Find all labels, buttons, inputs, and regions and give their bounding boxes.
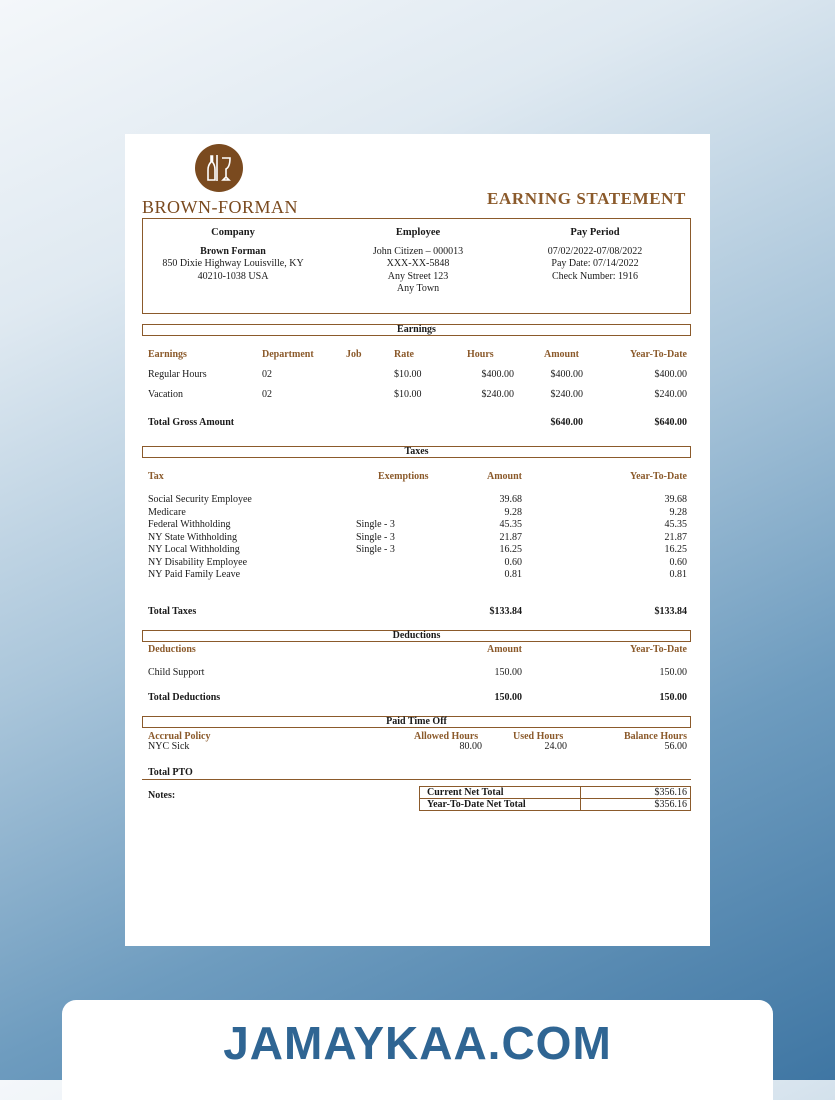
earning-hours: $400.00 xyxy=(481,369,514,380)
tax-ytd: 16.25 xyxy=(664,544,687,555)
tax-amount: 21.87 xyxy=(499,531,522,543)
deductions-col-header: Deductions xyxy=(148,644,196,655)
pto-balance: 56.00 xyxy=(664,741,687,752)
balance-hours-col-header: Balance Hours xyxy=(623,731,687,742)
deduction-amount: 150.00 xyxy=(494,667,522,678)
earning-ytd: $400.00 xyxy=(654,369,687,380)
tax-exemptions: Single - 3 xyxy=(356,531,395,543)
ytd-net-value: $356.16 xyxy=(581,799,691,811)
job-col-header: Job xyxy=(346,349,362,360)
ytd-col-header: Year-To-Date xyxy=(629,349,687,360)
pay-period-block xyxy=(505,227,685,283)
company-header: Company xyxy=(211,227,255,238)
accrual-policy-col-header: Accrual Policy xyxy=(148,731,211,742)
earning-rate: $10.00 xyxy=(394,389,422,400)
pto-divider xyxy=(142,779,691,780)
tax-amount: 9.28 xyxy=(504,506,522,518)
allowed-hours-col-header: Allowed Hours xyxy=(414,731,479,742)
rate-col-header: Rate xyxy=(394,349,414,360)
ytd-net-label: Year-To-Date Net Total xyxy=(420,799,581,811)
tax-col-header: Tax xyxy=(148,471,164,482)
watermark-banner xyxy=(62,1000,773,1100)
employee-header: Employee xyxy=(395,227,441,238)
tax-ytd: 9.28 xyxy=(669,506,687,518)
tax-amount: 0.60 xyxy=(504,556,522,568)
department-col-header: Department xyxy=(262,349,314,360)
tax-amount-col-header: Amount xyxy=(486,471,522,482)
deduction-name: Child Support xyxy=(148,667,205,678)
earning-rate: $10.00 xyxy=(394,369,422,380)
total-deductions-ytd: 150.00 xyxy=(659,692,687,703)
employee-block xyxy=(328,227,508,296)
check-number: Check Number: 1916 xyxy=(551,270,639,282)
table-row xyxy=(420,799,691,811)
earnings-col-header: Earnings xyxy=(148,349,187,360)
tax-amount: 0.81 xyxy=(504,569,522,580)
earning-department: 02 xyxy=(262,389,272,400)
brand-name: BROWN-FORMAN xyxy=(142,197,299,217)
tax-ytd: 0.60 xyxy=(669,556,687,568)
pto-section-bar: Paid Time Off xyxy=(142,716,691,728)
net-total-table xyxy=(419,786,691,811)
deduction-amount-col-header: Amount xyxy=(486,644,522,655)
tax-ytd: 39.68 xyxy=(664,494,687,505)
pto-allowed: 80.00 xyxy=(459,741,482,752)
earning-statement-document xyxy=(125,134,710,946)
hours-col-header: Hours xyxy=(467,349,494,360)
deductions-section-bar: Deductions xyxy=(142,630,691,642)
earning-amount: $400.00 xyxy=(550,369,583,380)
deduction-ytd-col-header: Year-To-Date xyxy=(629,644,687,655)
tax-name: NY Paid Family Leave xyxy=(148,569,241,580)
used-hours-col-header: Used Hours xyxy=(513,731,564,742)
exemptions-col-header: Exemptions xyxy=(378,471,429,482)
total-gross-label: Total Gross Amount xyxy=(148,417,235,428)
table-row xyxy=(420,787,691,799)
employee-ssn: XXX-XX-5848 xyxy=(386,258,450,269)
tax-ytd: 45.35 xyxy=(664,519,687,530)
pto-policy: NYC Sick xyxy=(148,741,190,752)
tax-ytd: 21.87 xyxy=(664,531,687,543)
total-taxes-ytd: $133.84 xyxy=(654,606,687,617)
tax-name: NY Disability Employee xyxy=(148,556,248,568)
bottle-glass-logo-icon xyxy=(195,144,243,192)
tax-name: Federal Withholding xyxy=(148,519,231,530)
earning-name: Regular Hours xyxy=(148,369,207,380)
total-deductions-label: Total Deductions xyxy=(148,692,221,703)
taxes-section-bar: Taxes xyxy=(142,446,691,458)
tax-exemptions: Single - 3 xyxy=(356,519,395,530)
earning-hours: $240.00 xyxy=(481,389,514,400)
current-net-label: Current Net Total xyxy=(420,787,581,799)
tax-name: Medicare xyxy=(148,506,186,518)
tax-amount: 45.35 xyxy=(499,519,522,530)
pay-period-header: Pay Period xyxy=(570,227,620,238)
total-gross-ytd: $640.00 xyxy=(654,417,687,428)
tax-name: Social Security Employee xyxy=(148,494,252,505)
total-taxes-amount: $133.84 xyxy=(489,606,522,617)
employee-street: Any Street 123 xyxy=(387,270,449,282)
earning-department: 02 xyxy=(262,369,272,380)
pay-date: Pay Date: 07/14/2022 xyxy=(551,258,639,269)
current-net-value: $356.16 xyxy=(581,787,691,799)
pto-used: 24.00 xyxy=(544,741,567,752)
total-pto-label: Total PTO xyxy=(148,767,193,778)
tax-ytd: 0.81 xyxy=(669,569,687,580)
tax-amount: 16.25 xyxy=(499,544,522,555)
tax-ytd-col-header: Year-To-Date xyxy=(629,471,687,482)
tax-name: NY State Withholding xyxy=(148,531,238,543)
total-taxes-label: Total Taxes xyxy=(148,606,197,617)
deduction-ytd: 150.00 xyxy=(659,667,687,678)
earning-amount: $240.00 xyxy=(550,389,583,400)
earning-name: Vacation xyxy=(148,389,183,400)
header-info-box xyxy=(142,218,691,314)
company-block xyxy=(143,227,323,283)
earning-ytd: $240.00 xyxy=(654,389,687,400)
company-name: Brown Forman xyxy=(200,245,266,257)
notes-label: Notes: xyxy=(148,790,176,801)
total-gross-amount: $640.00 xyxy=(550,417,583,428)
tax-name: NY Local Withholding xyxy=(148,544,240,555)
employee-name-id: John Citizen – 000013 xyxy=(372,245,464,257)
watermark-text: JAMAYKAA.COM xyxy=(223,1017,612,1069)
statement-title: EARNING STATEMENT xyxy=(487,189,686,208)
tax-exemptions: Single - 3 xyxy=(356,544,395,555)
amount-col-header: Amount xyxy=(544,349,580,360)
total-deductions-amount: 150.00 xyxy=(494,692,522,703)
pay-period-range: 07/02/2022-07/08/2022 xyxy=(547,245,643,257)
earnings-section-bar: Earnings xyxy=(142,324,691,336)
employee-town: Any Town xyxy=(396,283,440,294)
tax-amount: 39.68 xyxy=(499,494,522,505)
company-address-line2: 40210-1038 USA xyxy=(197,270,269,282)
company-address-line1: 850 Dixie Highway Louisville, KY xyxy=(162,258,304,269)
